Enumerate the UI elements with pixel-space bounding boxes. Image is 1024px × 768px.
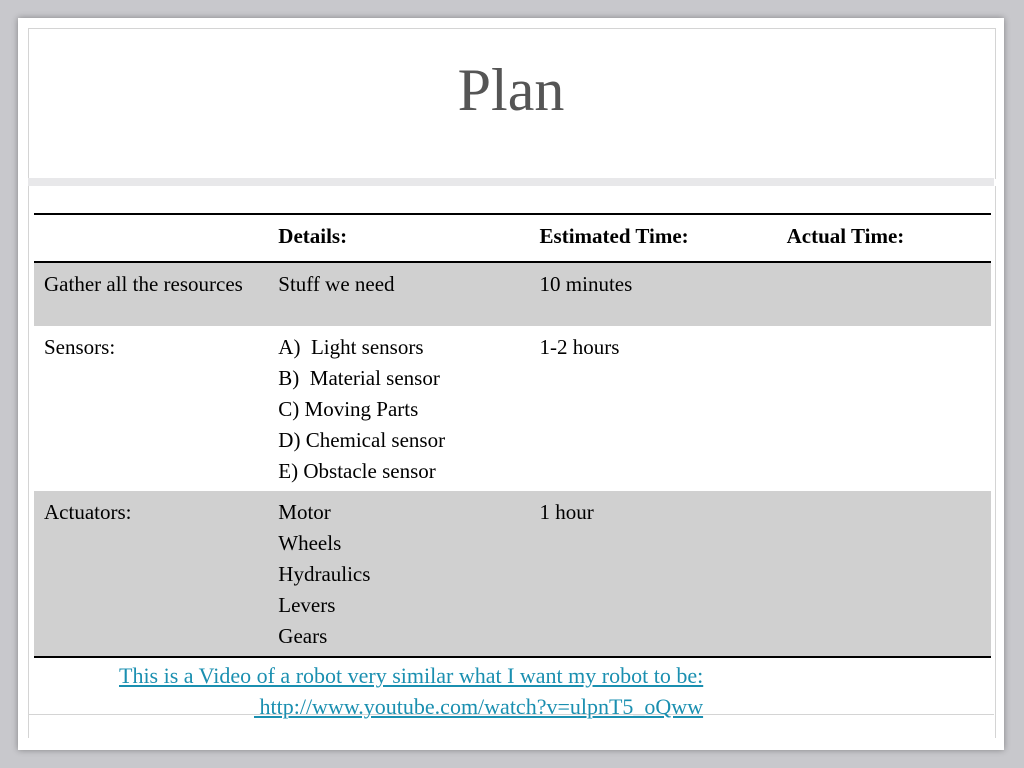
table-header-row <box>34 214 991 262</box>
header-estimated-time: Estimated Time: <box>539 224 689 248</box>
details-cell <box>278 262 539 326</box>
video-description-link[interactable]: This is a Video of a robot very similar what I want my robot to be: <box>119 663 704 688</box>
actual-time-cell <box>787 326 991 491</box>
video-url-link[interactable]: http://www.youtube.com/watch?v=ulpnT5_oQww <box>254 694 704 719</box>
detail-line: E) Obstacle sensor <box>278 459 436 483</box>
task-cell: Sensors: <box>44 335 116 359</box>
table-row <box>34 491 991 657</box>
header-task <box>34 214 278 262</box>
title-divider <box>28 178 994 186</box>
table-row <box>34 326 991 491</box>
detail-line: Hydraulics <box>278 562 371 586</box>
estimated-time-cell: 1 hour <box>539 500 594 524</box>
actual-time-cell <box>787 262 991 326</box>
estimated-time-cell: 1-2 hours <box>539 335 620 359</box>
details-cell <box>278 326 539 491</box>
detail-line: C) Moving Parts <box>278 397 419 421</box>
detail-line: B) Material sensor <box>278 366 440 390</box>
page-title: Plan <box>457 57 565 123</box>
table-row <box>34 262 991 326</box>
detail-line: D) Chemical sensor <box>278 428 446 452</box>
detail-line: Wheels <box>278 531 342 555</box>
detail-line: A) Light sensors <box>278 335 424 359</box>
task-cell: Actuators: <box>44 500 132 524</box>
detail-line: Motor <box>278 500 331 524</box>
task-cell: Gather all the resources <box>44 272 243 296</box>
header-actual-time: Actual Time: <box>786 224 905 248</box>
header-details: Details: <box>278 224 348 248</box>
detail-line: Levers <box>278 593 336 617</box>
plan-table <box>34 213 991 658</box>
details-cell <box>278 491 539 657</box>
actual-time-cell <box>787 491 991 657</box>
slide <box>18 18 1004 750</box>
detail-line: Stuff we need <box>278 272 395 296</box>
detail-line: Gears <box>278 624 328 648</box>
estimated-time-cell: 10 minutes <box>539 272 633 296</box>
